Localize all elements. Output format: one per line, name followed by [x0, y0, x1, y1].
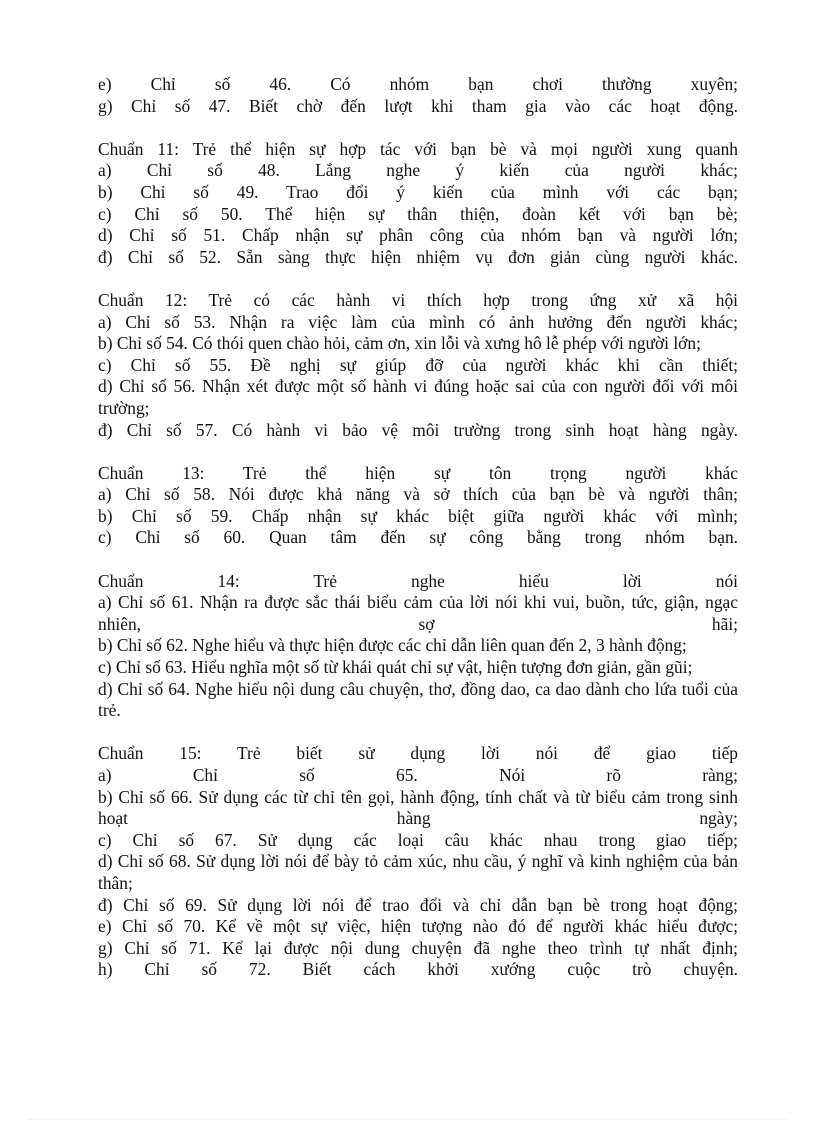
paragraph-line: b) Chỉ số 49. Trao đổi ý kiến của mình với các bạn;: [98, 181, 738, 202]
paragraph-line: a) Chỉ số 61. Nhận ra được sắc thái biểu cảm của lời nói khi vui, buồn, tức, giận, ngạc nhiên, sợ hãi;: [98, 592, 738, 634]
text-section: [98, 290, 738, 441]
section-heading: Chuẩn 15: Trẻ biết sử dụng lời nói để giao tiếp: [98, 743, 738, 764]
paragraph-line: đ) Chỉ số 52. Sẵn sàng thực hiện nhiệm vụ đơn giản cùng người khác.: [98, 246, 738, 267]
paragraph-line: d) Chỉ số 51. Chấp nhận sự phân công của nhóm bạn và người lớn;: [98, 225, 738, 246]
paragraph-line: e) Chỉ số 70. Kể về một sự việc, hiện tượng nào đó để người khác hiểu được;: [98, 916, 738, 937]
paragraph-line: e) Chỉ số 46. Có nhóm bạn chơi thường xuyên;: [98, 74, 738, 94]
section-heading: Chuẩn 12: Trẻ có các hành vi thích hợp trong ứng xử xã hội: [98, 289, 738, 310]
paragraph-line: b) Chỉ số 62. Nghe hiểu và thực hiện được các chỉ dẫn liên quan đến 2, 3 hành động;: [98, 635, 687, 656]
section-heading: Chuẩn 11: Trẻ thể hiện sự hợp tác với bạn bè và mọi người xung quanh: [98, 138, 738, 159]
paragraph-line: a) Chỉ số 53. Nhận ra việc làm của mình có ảnh hưởng đến người khác;: [98, 311, 738, 332]
paragraph-line: c) Chỉ số 67. Sử dụng các loại câu khác nhau trong giao tiếp;: [98, 829, 738, 850]
paragraph-line: b) Chỉ số 54. Có thói quen chào hỏi, cảm ơn, xin lỗi và xưng hô lễ phép với người lớn;: [98, 333, 701, 354]
paragraph-line: h) Chỉ số 72. Biết cách khởi xướng cuộc trò chuyện.: [98, 959, 738, 980]
paragraph-line: a) Chỉ số 65. Nói rõ ràng;: [98, 765, 738, 785]
document-page: [98, 74, 738, 1003]
paragraph-line: d) Chỉ số 56. Nhận xét được một số hành vi đúng hoặc sai của con người đối với môi trường;: [98, 376, 738, 418]
text-section: [98, 74, 738, 117]
paragraph-line: b) Chỉ số 66. Sử dụng các từ chỉ tên gọi, hành động, tính chất và từ biểu cảm trong sinh hoạt hàng ngày;: [98, 786, 738, 829]
paragraph-line: a) Chỉ số 48. Lắng nghe ý kiến của người khác;: [98, 160, 738, 181]
paragraph-line: c) Chỉ số 60. Quan tâm đến sự công bằng trong nhóm bạn.: [98, 527, 738, 548]
text-section: [98, 743, 738, 981]
paragraph-line: b) Chỉ số 59. Chấp nhận sự khác biệt giữa người khác với mình;: [98, 505, 738, 526]
text-section: [98, 571, 738, 722]
paragraph-line: d) Chỉ số 64. Nghe hiểu nội dung câu chuyện, thơ, đồng dao, ca dao dành cho lứa tuổi của trẻ.: [98, 678, 738, 721]
paragraph-line: a) Chỉ số 58. Nói được khả năng và sở thích của bạn bè và người thân;: [98, 484, 738, 505]
paragraph-line: c) Chỉ số 50. Thể hiện sự thân thiện, đoàn kết với bạn bè;: [98, 203, 738, 224]
paragraph-line: c) Chỉ số 55. Đề nghị sự giúp đỡ của người khác khi cần thiết;: [98, 354, 738, 375]
paragraph-line: đ) Chỉ số 57. Có hành vi bảo vệ môi trường trong sinh hoạt hàng ngày.: [98, 419, 738, 440]
text-section: [98, 139, 738, 269]
text-section: [98, 463, 738, 549]
paragraph-line: d) Chỉ số 68. Sử dụng lời nói để bày tỏ cảm xúc, nhu cầu, ý nghĩ và kinh nghiệm của bản thân;: [98, 851, 738, 893]
section-heading: Chuẩn 13: Trẻ thể hiện sự tôn trọng người khác: [98, 462, 738, 483]
page-bottom-divider: [28, 1119, 788, 1120]
paragraph-line: g) Chỉ số 71. Kể lại được nội dung chuyện đã nghe theo trình tự nhất định;: [98, 937, 738, 958]
paragraph-line: c) Chỉ số 63. Hiểu nghĩa một số từ khái quát chỉ sự vật, hiện tượng đơn giản, gần gũi;: [98, 657, 693, 678]
paragraph-line: g) Chỉ số 47. Biết chờ đến lượt khi tham gia vào các hoạt động.: [98, 95, 738, 116]
paragraph-line: đ) Chỉ số 69. Sử dụng lời nói để trao đổi và chỉ dẫn bạn bè trong hoạt động;: [98, 894, 738, 915]
section-heading: Chuẩn 14: Trẻ nghe hiểu lời nói: [98, 570, 738, 591]
